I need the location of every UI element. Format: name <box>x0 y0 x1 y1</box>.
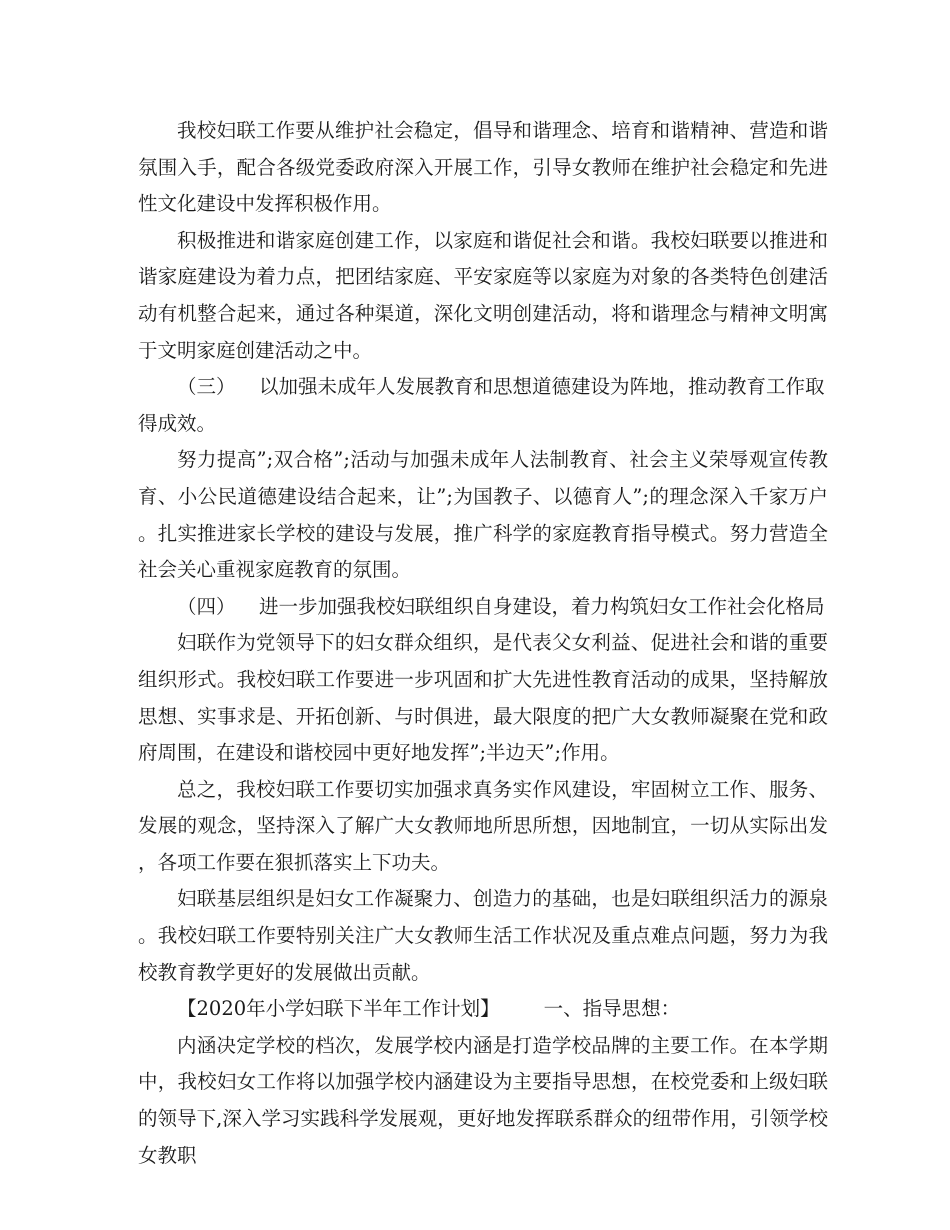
paragraph-harmonious-family: 积极推进和谐家庭创建工作，以家庭和谐促社会和谐。我校妇联要以推进和谐家庭建设为着力点，把团结家庭、平安家庭等以家庭为对象的各类特色创建活动有机整合起来，通过各种渠道，深化文明创建活动，将和谐理念与精神文明寓于文明家庭创建活动之中。 <box>138 228 828 362</box>
paragraph-womens-federation-role: 妇联作为党领导下的妇女群众组织，是代表父女利益、促进社会和谐的重要组织形式。我校妇联工作要进一步巩固和扩大先进性教育活动的成果，坚持解放思想、实事求是、开拓创新、与时俱进，最大限度的把广大女教师凝聚在党和政府周围，在建设和谐校园中更好地发挥”;半边天”;作用。 <box>138 631 828 765</box>
section-number-3: （三） <box>177 375 236 399</box>
plan-title: 【2020年小学妇联下半年工作计划】 <box>177 997 500 1021</box>
plan-section-title: 一、指导思想： <box>543 997 681 1021</box>
paragraph-family-education: 努力提高”;双合格”;活动与加强未成年人法制教育、社会主义荣辱观宣传教育、小公民道德建设结合起来，让”;为国教子、以德育人”;的理念深入千家万户。扎实推进家长学校的建设与发展，推广科学的家庭教育指导模式。努力营造全社会关心重视家庭教育的氛围。 <box>138 448 828 582</box>
paragraph-guiding-ideology: 内涵决定学校的档次，发展学校内涵是打造学校品牌的主要工作。在本学期中，我校妇女工作将以加强学校内涵建设为主要指导思想，在校党委和上级妇联的领导下,深入学习实践科学发展观，更好地发挥联系群众的纽带作用，引领学校女教职 <box>138 1033 828 1167</box>
section-title-3: 以加强未成年人发展教育和思想道德建设为阵地，推动教育工作取得成效。 <box>138 375 825 435</box>
section-heading-3 <box>138 369 828 442</box>
section-heading-4 <box>138 589 828 626</box>
paragraph-social-stability: 我校妇联工作要从维护社会稳定，倡导和谐理念、培育和谐精神、营造和谐氛围入手，配合各级党委政府深入开展工作，引导女教师在维护社会稳定和先进性文化建设中发挥积极作用。 <box>138 119 828 216</box>
section-title-4: 进一步加强我校妇联组织自身建设，着力构筑妇女工作社会化格局 <box>259 594 825 618</box>
plan-heading <box>138 991 828 1028</box>
document-body <box>138 113 828 1174</box>
section-number-4: （四） <box>177 594 236 618</box>
paragraph-grassroots: 妇联基层组织是妇女工作凝聚力、创造力的基础，也是妇联组织活力的源泉。我校妇联工作要特别关注广大女教师生活工作状况及重点难点问题，努力为我校教育教学更好的发展做出贡献。 <box>138 887 828 984</box>
paragraph-summary: 总之，我校妇联工作要切实加强求真务实作风建设，牢固树立工作、服务、发展的观念，坚持深入了解广大女教师地所思所想，因地制宜，一切从实际出发，各项工作要在狠抓落实上下功夫。 <box>138 777 828 874</box>
